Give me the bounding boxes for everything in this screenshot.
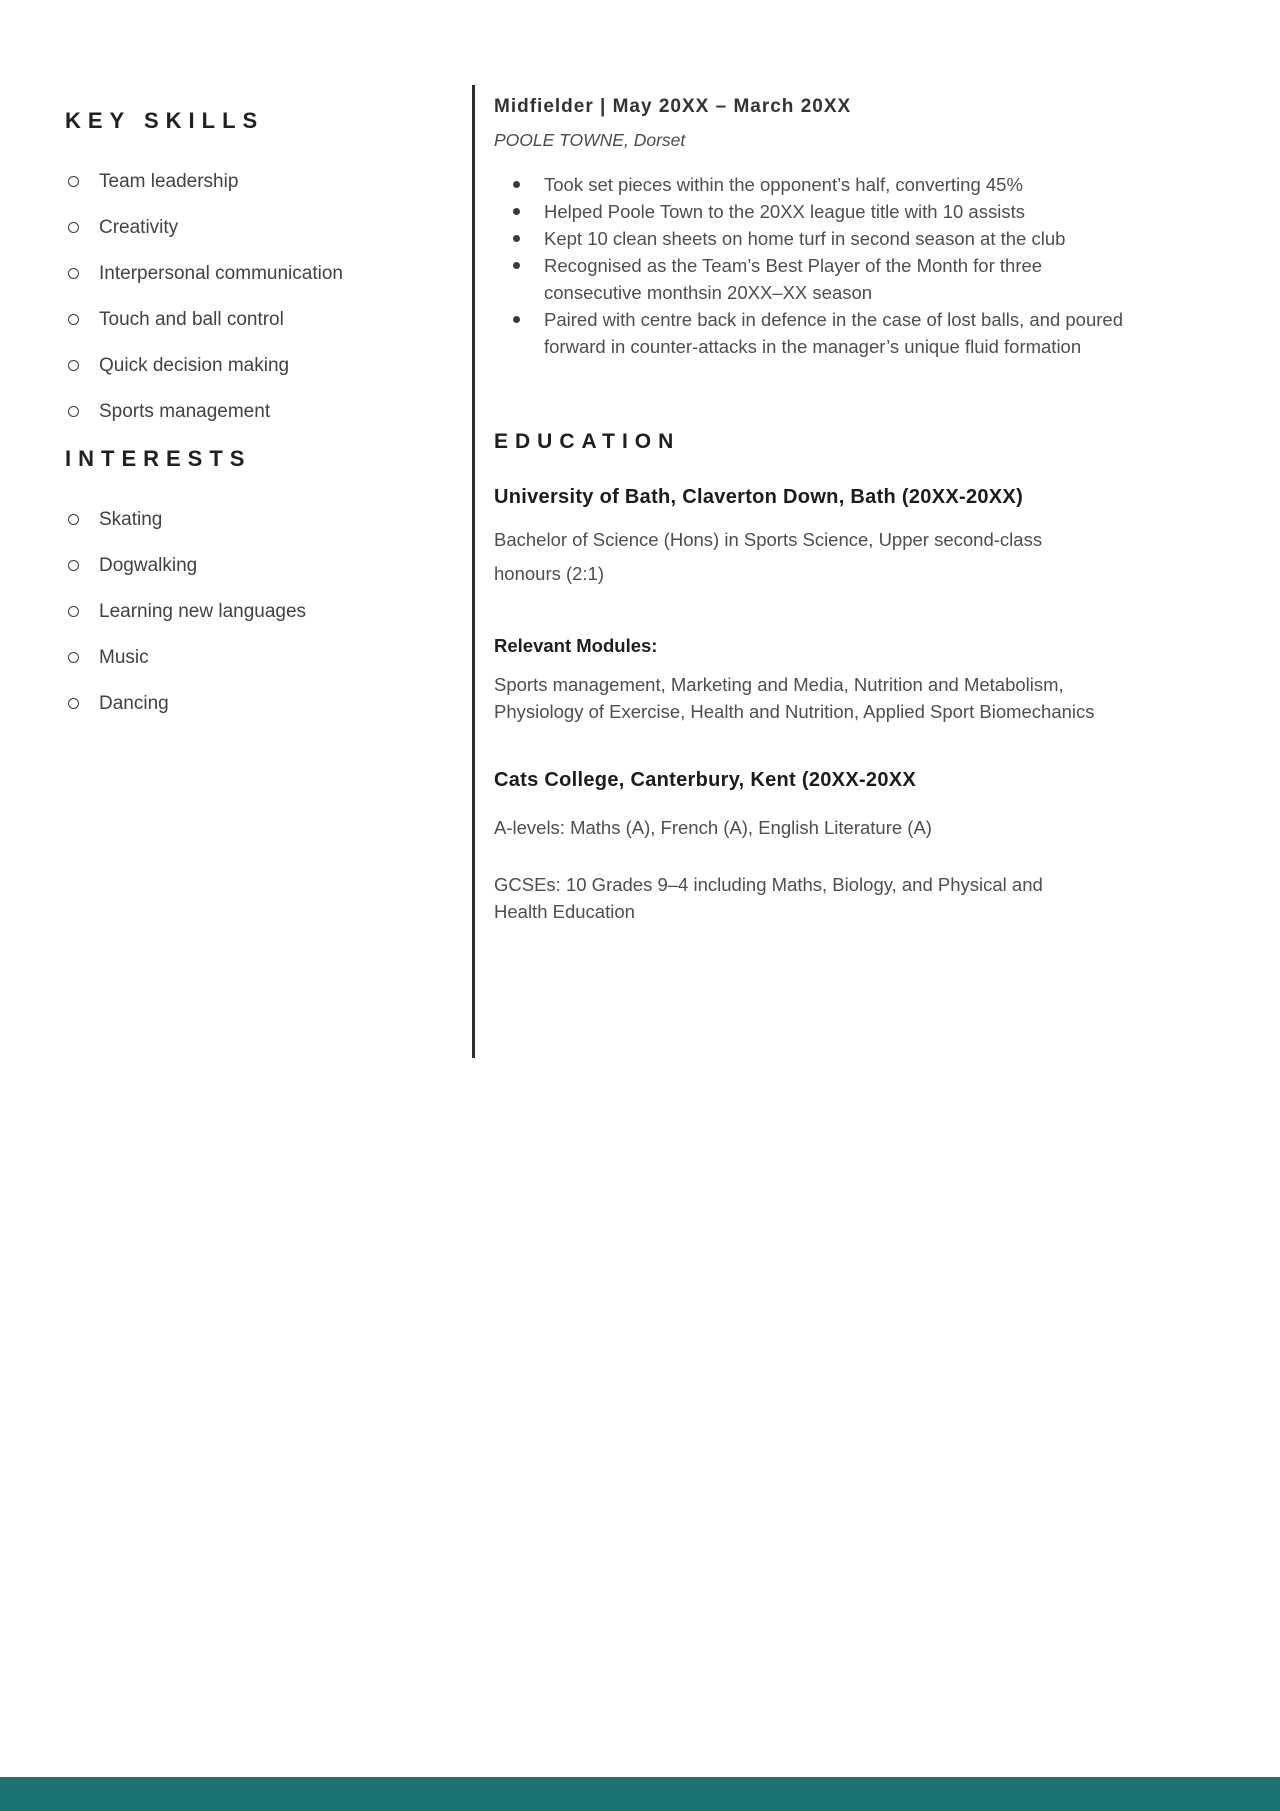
college-title: Cats College, Canterbury, Kent (20XX-20XX: [494, 769, 917, 791]
interest-item: Learning new languages: [65, 600, 435, 624]
relevant-modules-text: Sports management, Marketing and Media, Nutrition and Metabolism, Physiology of Exercise, Health and Nutrition, Applied Sport Biomechanics: [494, 674, 1095, 722]
key-skills-list: [65, 170, 435, 424]
key-skill-item: Interpersonal communication: [65, 262, 435, 286]
key-skills-section: [65, 108, 435, 424]
experience-bullet: Recognised as the Team’s Best Player of the Month for three consecutive monthsin 20XX–XX season: [494, 252, 1139, 306]
interests-list: [65, 508, 435, 716]
key-skills-heading: KEY SKILLS: [65, 108, 265, 133]
interests-heading: INTERESTS: [65, 446, 252, 471]
experience-bullet: Paired with centre back in defence in the case of lost balls, and poured forward in counter-attacks in the manager’s unique fluid formation: [494, 306, 1139, 360]
key-skill-item: Touch and ball control: [65, 308, 435, 332]
relevant-modules-label: Relevant Modules:: [494, 635, 658, 656]
main-content: [494, 96, 1154, 925]
interests-section: [65, 446, 435, 716]
interest-item: Dogwalking: [65, 554, 435, 578]
interest-item: Dancing: [65, 692, 435, 716]
sidebar: [65, 108, 435, 738]
education-section: [494, 430, 1154, 925]
interest-item: Skating: [65, 508, 435, 532]
experience-bullet: Took set pieces within the opponent’s half, converting 45%: [494, 171, 1139, 198]
experience-bullet: Helped Poole Town to the 20XX league title with 10 assists: [494, 198, 1139, 225]
alevels-text: A-levels: Maths (A), French (A), English Literature (A): [494, 817, 932, 838]
key-skill-item: Creativity: [65, 216, 435, 240]
degree-text: Bachelor of Science (Hons) in Sports Science, Upper second-class honours (2:1): [494, 529, 1043, 584]
experience-bullet-list: [494, 171, 1139, 360]
employer-line: POOLE TOWNE, Dorset: [494, 130, 686, 150]
experience-entry: [494, 96, 1154, 360]
interest-item: Music: [65, 646, 435, 670]
education-heading: EDUCATION: [494, 430, 681, 453]
university-title: University of Bath, Claverton Down, Bath (20XX-20XX): [494, 486, 1024, 508]
column-divider: [472, 85, 475, 1058]
key-skill-item: Quick decision making: [65, 354, 435, 378]
gcses-text: GCSEs: 10 Grades 9–4 including Maths, Biology, and Physical and Health Education: [494, 874, 1043, 922]
experience-bullet: Kept 10 clean sheets on home turf in second season at the club: [494, 225, 1139, 252]
job-title: Midfielder | May 20XX – March 20XX: [494, 96, 852, 117]
accent-bottom-bar: [0, 1777, 1280, 1811]
key-skill-item: Sports management: [65, 400, 435, 424]
key-skill-item: Team leadership: [65, 170, 435, 194]
